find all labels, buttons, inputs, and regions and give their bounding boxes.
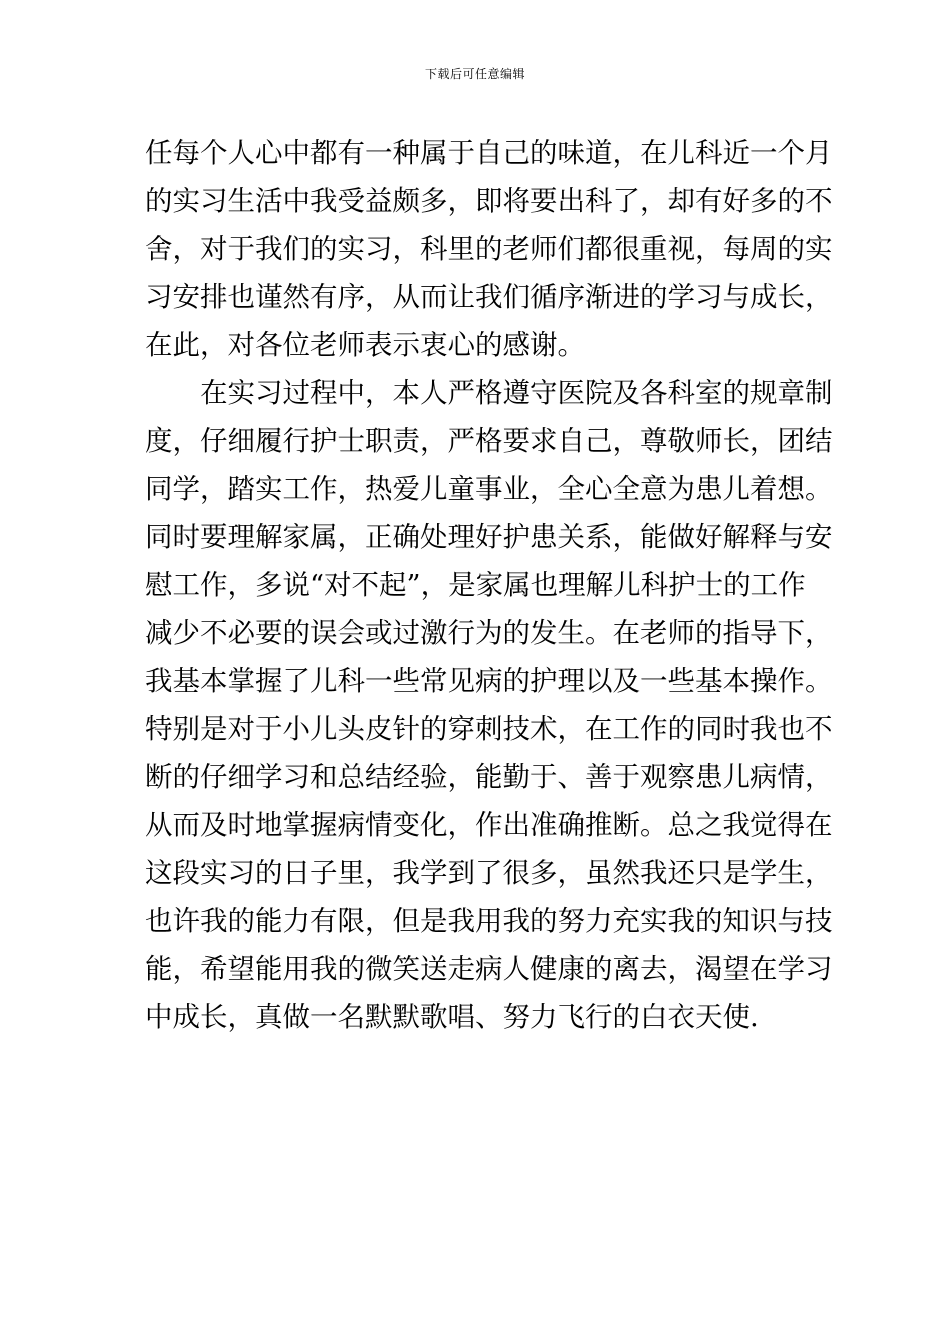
document-body xyxy=(145,129,833,1041)
text-line: 特别是对于小儿头皮针的穿刺技术，在工作的同时我也不 xyxy=(145,713,833,745)
text-line: 减少不必要的误会或过激行为的发生。在老师的指导下， xyxy=(145,617,833,649)
page-header: 下载后可任意编辑 xyxy=(424,67,525,81)
text-line-indented: 在实习过程中，本人严格遵守医院及各科室的规章制 xyxy=(200,377,833,409)
text-line: 同学，踏实工作，热爱儿童事业，全心全意为患儿着想。 xyxy=(145,473,833,505)
text-line: 任每个人心中都有一种属于自己的味道，在儿科近一个月 xyxy=(145,137,833,169)
text-line: 的实习生活中我受益颇多，即将要出科了，却有好多的不 xyxy=(145,185,833,217)
text-line: 度，仔细履行护士职责，严格要求自己，尊敬师长，团结 xyxy=(145,425,833,457)
text-line: 也许我的能力有限，但是我用我的努力充实我的知识与技 xyxy=(145,905,833,937)
text-line: 慰工作，多说“对不起”，是家属也理解儿科护士的工作 xyxy=(145,569,806,601)
text-line: 这段实习的日子里，我学到了很多，虽然我还只是学生， xyxy=(145,857,833,889)
text-line: 习安排也谨然有序，从而让我们循序渐进的学习与成长， xyxy=(145,281,833,313)
text-line: 能，希望能用我的微笑送走病人健康的离去，渴望在学习 xyxy=(145,953,833,985)
paragraph-1 xyxy=(145,129,833,369)
text-line: 从而及时地掌握病情变化，作出准确推断。总之我觉得在 xyxy=(145,809,833,841)
paragraph-2 xyxy=(145,369,833,1041)
text-line: 舍，对于我们的实习，科里的老师们都很重视，每周的实 xyxy=(145,233,833,265)
text-line: 我基本掌握了儿科一些常见病的护理以及一些基本操作。 xyxy=(145,665,833,697)
text-line: 在此，对各位老师表示衷心的感谢。 xyxy=(145,329,585,361)
text-line: 同时要理解家属，正确处理好护患关系，能做好解释与安 xyxy=(145,521,833,553)
text-line: 断的仔细学习和总结经验，能勤于、善于观察患儿病情， xyxy=(145,761,833,793)
text-line: 中成长，真做一名默默歌唱、努力飞行的白衣天使. xyxy=(145,1001,759,1033)
